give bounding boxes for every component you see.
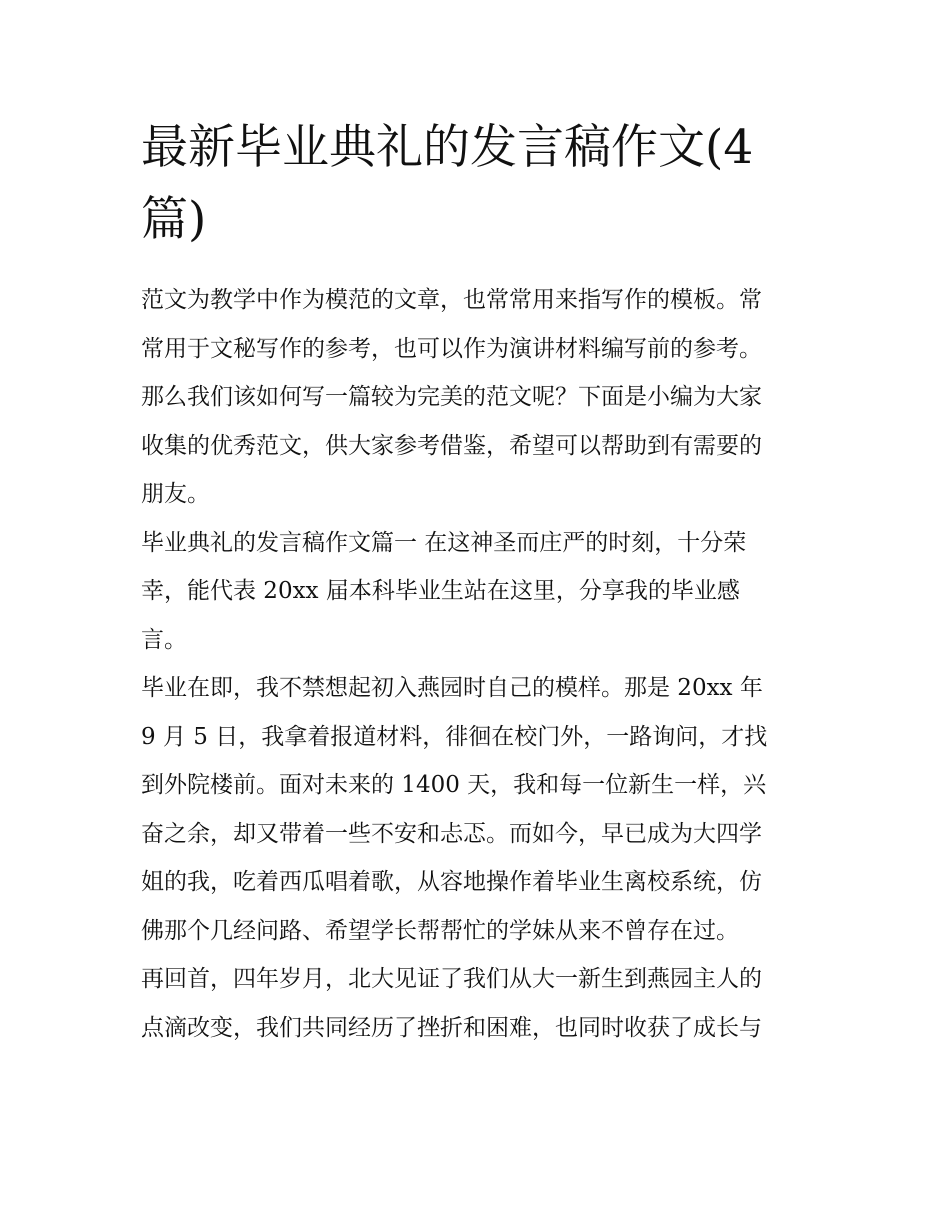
document-body	[141, 276, 813, 1052]
body-line: 常用于文秘写作的参考，也可以作为演讲材料编写前的参考。	[141, 335, 762, 362]
body-line: 收集的优秀范文，供大家参考借鉴，希望可以帮助到有需要的	[141, 432, 762, 459]
title-line: 最新毕业典礼的发言稿作文(4	[141, 120, 754, 175]
body-line: 奋之余，却又带着一些不安和忐忑。而如今，早已成为大四学	[141, 820, 762, 847]
body-line: 范文为教学中作为模范的文章，也常常用来指写作的模板。常	[141, 287, 762, 313]
body-line: 9 月 5 日，我拿着报道材料，徘徊在校门外，一路询问，才找	[141, 723, 768, 750]
body-line: 到外院楼前。面对未来的 1400 天，我和每一位新生一样，兴	[141, 772, 767, 798]
body-line: 佛那个几经问路、希望学长帮帮忙的学妹从来不曾存在过。	[141, 917, 739, 944]
body-line: 毕业在即，我不禁想起初入燕园时自己的模样。那是 20xx 年	[141, 675, 763, 701]
body-line: 那么我们该如何写一篇较为完美的范文呢？下面是小编为大家	[141, 384, 762, 410]
document-title	[141, 112, 813, 256]
body-line: 再回首，四年岁月，北大见证了我们从大一新生到燕园主人的	[141, 966, 762, 992]
body-line: 姐的我，吃着西瓜唱着歌，从容地操作着毕业生离校系统，仿	[141, 869, 762, 895]
title-line: 篇)	[141, 192, 207, 247]
document-page	[141, 112, 813, 1052]
body-line: 点滴改变，我们共同经历了挫折和困难，也同时收获了成长与	[141, 1014, 762, 1041]
body-line: 幸，能代表 20xx 届本科毕业生站在这里，分享我的毕业感	[141, 578, 740, 604]
body-line: 朋友。	[141, 481, 210, 507]
body-line: 言。	[141, 626, 187, 653]
body-line: 毕业典礼的发言稿作文篇一 在这神圣而庄严的时刻，十分荣	[141, 529, 747, 556]
